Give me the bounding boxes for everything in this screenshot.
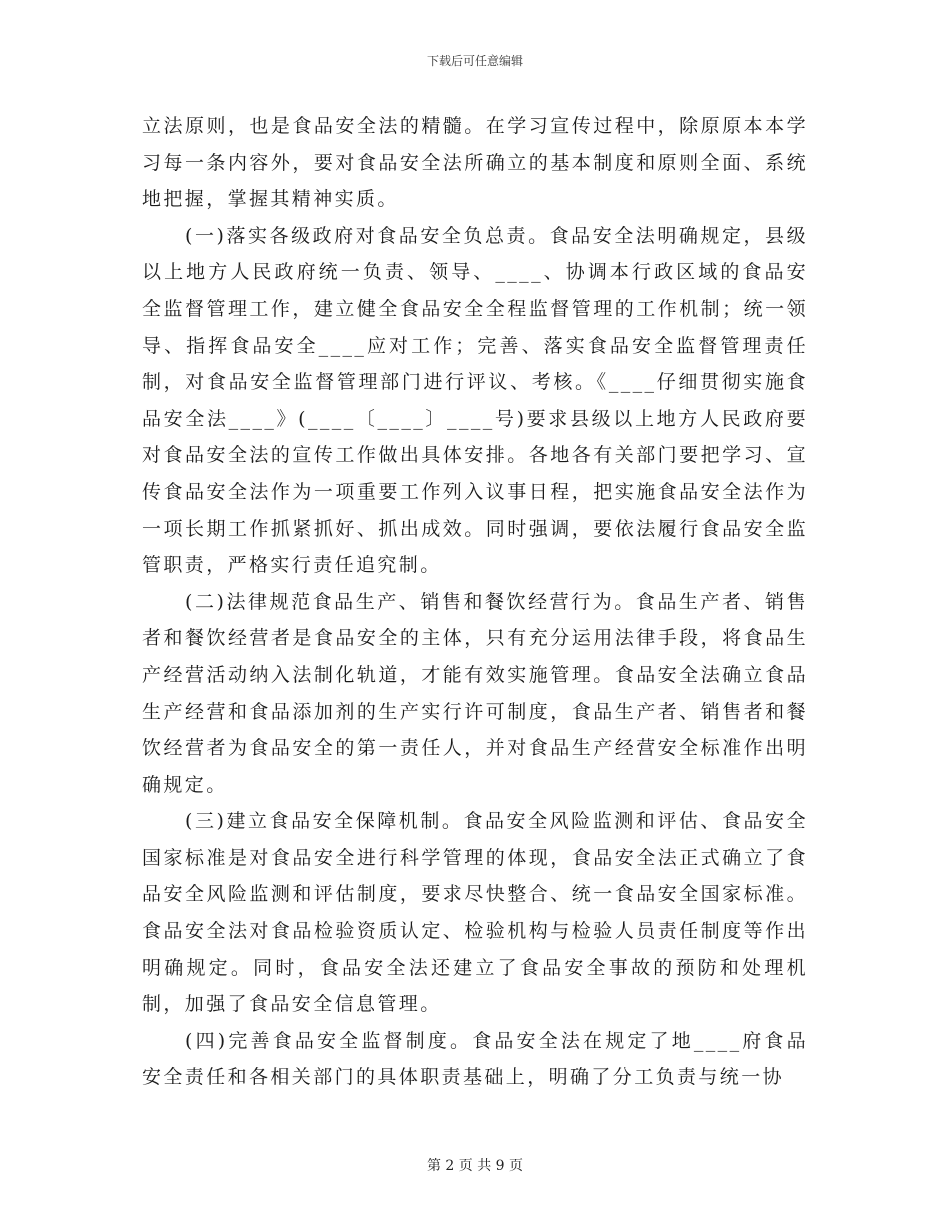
page-number-footer: 第 2 页 共 9 页 [426, 1158, 524, 1174]
document-body [142, 108, 808, 1096]
paragraph-section-2: (二)法律规范食品生产、销售和餐饮经营行为。食品生产者、销售者和餐饮经营者是食品安全的主体，只有充分运用法律手段，将食品生产经营活动纳入法制化轨道，才能有效实施管理。食品安全法确立食品生产经营和食品添加剂的生产实行许可制度，食品生产者、销售者和餐饮经营者为食品安全的第一责任人，并对食品生产经营安全标准作出明确规定。 [142, 590, 808, 796]
paragraph-intro-continuation: 立法原则，也是食品安全法的精髓。在学习宣传过程中，除原原本本学习每一条内容外，要对食品安全法所确立的基本制度和原则全面、系统地把握，掌握其精神实质。 [142, 115, 808, 211]
page-header-note: 下载后可任意编辑 [426, 54, 523, 68]
paragraph-section-4: (四)完善食品安全监督制度。食品安全法在规定了地____府食品安全责任和各相关部门的具体职责基础上，明确了分工负责与统一协 [142, 1029, 808, 1089]
paragraph-section-3: (三)建立食品安全保障机制。食品安全风险监测和评估、食品安全国家标准是对食品安全进行科学管理的体现，食品安全法正式确立了食品安全风险监测和评估制度，要求尽快整合、统一食品安全国家标准。食品安全法对食品检验资质认定、检验机构与检验人员责任制度等作出明确规定。同时，食品安全法还建立了食品安全事故的预防和处理机制，加强了食品安全信息管理。 [142, 810, 808, 1016]
paragraph-section-1: (一)落实各级政府对食品安全负总责。食品安全法明确规定，县级以上地方人民政府统一负责、领导、____、协调本行政区域的食品安全监督管理工作，建立健全食品安全全程监督管理的工作机制；统一领导、指挥食品安全____应对工作；完善、落实食品安全监督管理责任制，对食品安全监督管理部门进行评议、考核。《____仔细贯彻实施食品安全法____》(____〔____〕____号)要求县级以上地方人民政府要对食品安全法的宣传工作做出具体安排。各地各有关部门要把学习、宣传食品安全法作为一项重要工作列入议事日程，把实施食品安全法作为一项长期工作抓紧抓好、抓出成效。同时强调，要依法履行食品安全监管职责，严格实行责任追究制。 [142, 224, 808, 577]
